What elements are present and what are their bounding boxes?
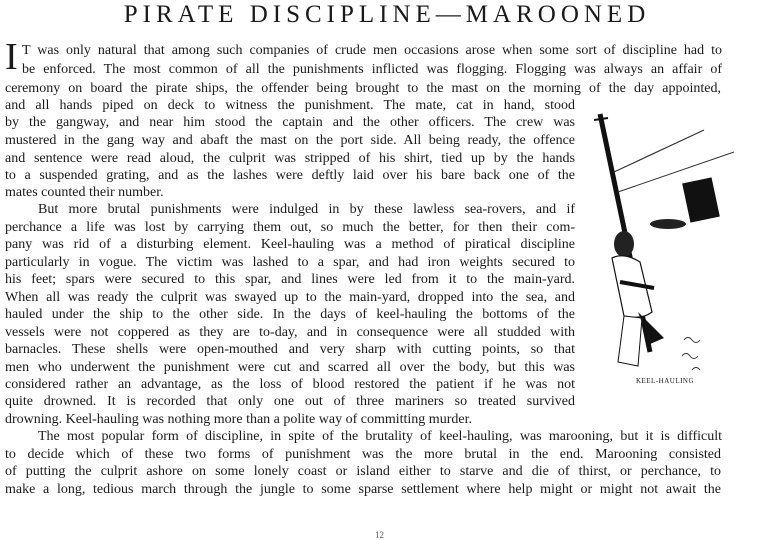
page-number: 12 bbox=[375, 530, 384, 540]
text-line: men who underwent the punishment were cut and scarred all over the body, but this was bbox=[5, 360, 575, 375]
text-line: T was only natural that among such companies of crude men occasions arose when some sort of discipline had to bbox=[22, 43, 722, 58]
text-line: and all hands piped on deck to witness the punishment. The mate, cat in hand, stood bbox=[5, 98, 575, 113]
text-line: and sentence were read aloud, the culprit was stripped of his shirt, tied up by the hands bbox=[5, 151, 575, 166]
text-line: barnacles. These shells were open-mouthed and very sharp with cutting points, so that bbox=[5, 342, 575, 357]
text-line: be enforced. The most common of all the punishments inflicted was flogging. Flogging was always an affair of bbox=[22, 62, 722, 77]
text-line: quite drowned. It is recorded that only one out of three mariners so treated survived bbox=[5, 394, 575, 409]
text-line: to a suspended grating, and as the lashes were deftly laid over his bare back one of the bbox=[5, 168, 575, 183]
drop-cap: I bbox=[5, 36, 18, 78]
text-line: mustered in the gang way and abaft the mast on the port side. All being ready, the offence bbox=[5, 133, 575, 148]
keel-hauling-illustration bbox=[594, 112, 764, 382]
page-title: PIRATE DISCIPLINE—MAROONED bbox=[123, 1, 651, 28]
illustration-caption: KEEL-HAULING bbox=[635, 377, 695, 385]
text-line: particularly in vogue. The victim was lashed to a spar, and had iron weights secured to bbox=[5, 255, 575, 270]
text-line: vessels were not coppered as they are to-day, and in consequence were all studded with bbox=[5, 325, 575, 340]
text-line: pany was rid of a disturbing element. Keel-hauling was a method of piratical discipline bbox=[5, 237, 575, 252]
text-line: to decide which of these two forms of punishment was the more brutal in the end. Marooning consisted bbox=[5, 447, 721, 462]
text-line: perchance a life was lost by carrying them out, so much the better, for then their com- bbox=[5, 220, 575, 235]
text-line: mates counted their number. bbox=[5, 185, 164, 200]
text-line: drowning. Keel-hauling was nothing more than a polite way of committing murder. bbox=[5, 412, 472, 427]
text-line: But more brutal punishments were indulged in by these lawless sea-rovers, and if bbox=[38, 202, 575, 217]
text-line: ceremony on board the pirate ships, the offender being brought to the mast on the morning of the day appointed, bbox=[5, 81, 721, 96]
text-line: considered rather an advantage, as the loss of blood restored the patient if he was not bbox=[5, 377, 575, 392]
text-line: his feet; spars were secured to this spar, and lines were led from it to the main-yard. bbox=[5, 272, 575, 287]
text-line: by the gangway, and near him stood the captain and the other officers. The crew was bbox=[5, 115, 575, 130]
text-line: make a long, tedious march through the jungle to some sparse settlement where help might or might not await the bbox=[5, 482, 721, 497]
text-line: When all was ready the culprit was swayed up to the main-yard, dropped into the sea, and bbox=[5, 290, 575, 305]
text-line: hauled under the ship to the other side. In the days of keel-hauling the bottoms of the bbox=[5, 307, 575, 322]
text-line: The most popular form of discipline, in spite of the brutality of keel-hauling, was marooning, but it is difficult bbox=[38, 429, 722, 444]
text-line: of putting the culprit ashore on some lonely coast or island either to starve and die of thirst, or perchance, to bbox=[5, 464, 721, 479]
